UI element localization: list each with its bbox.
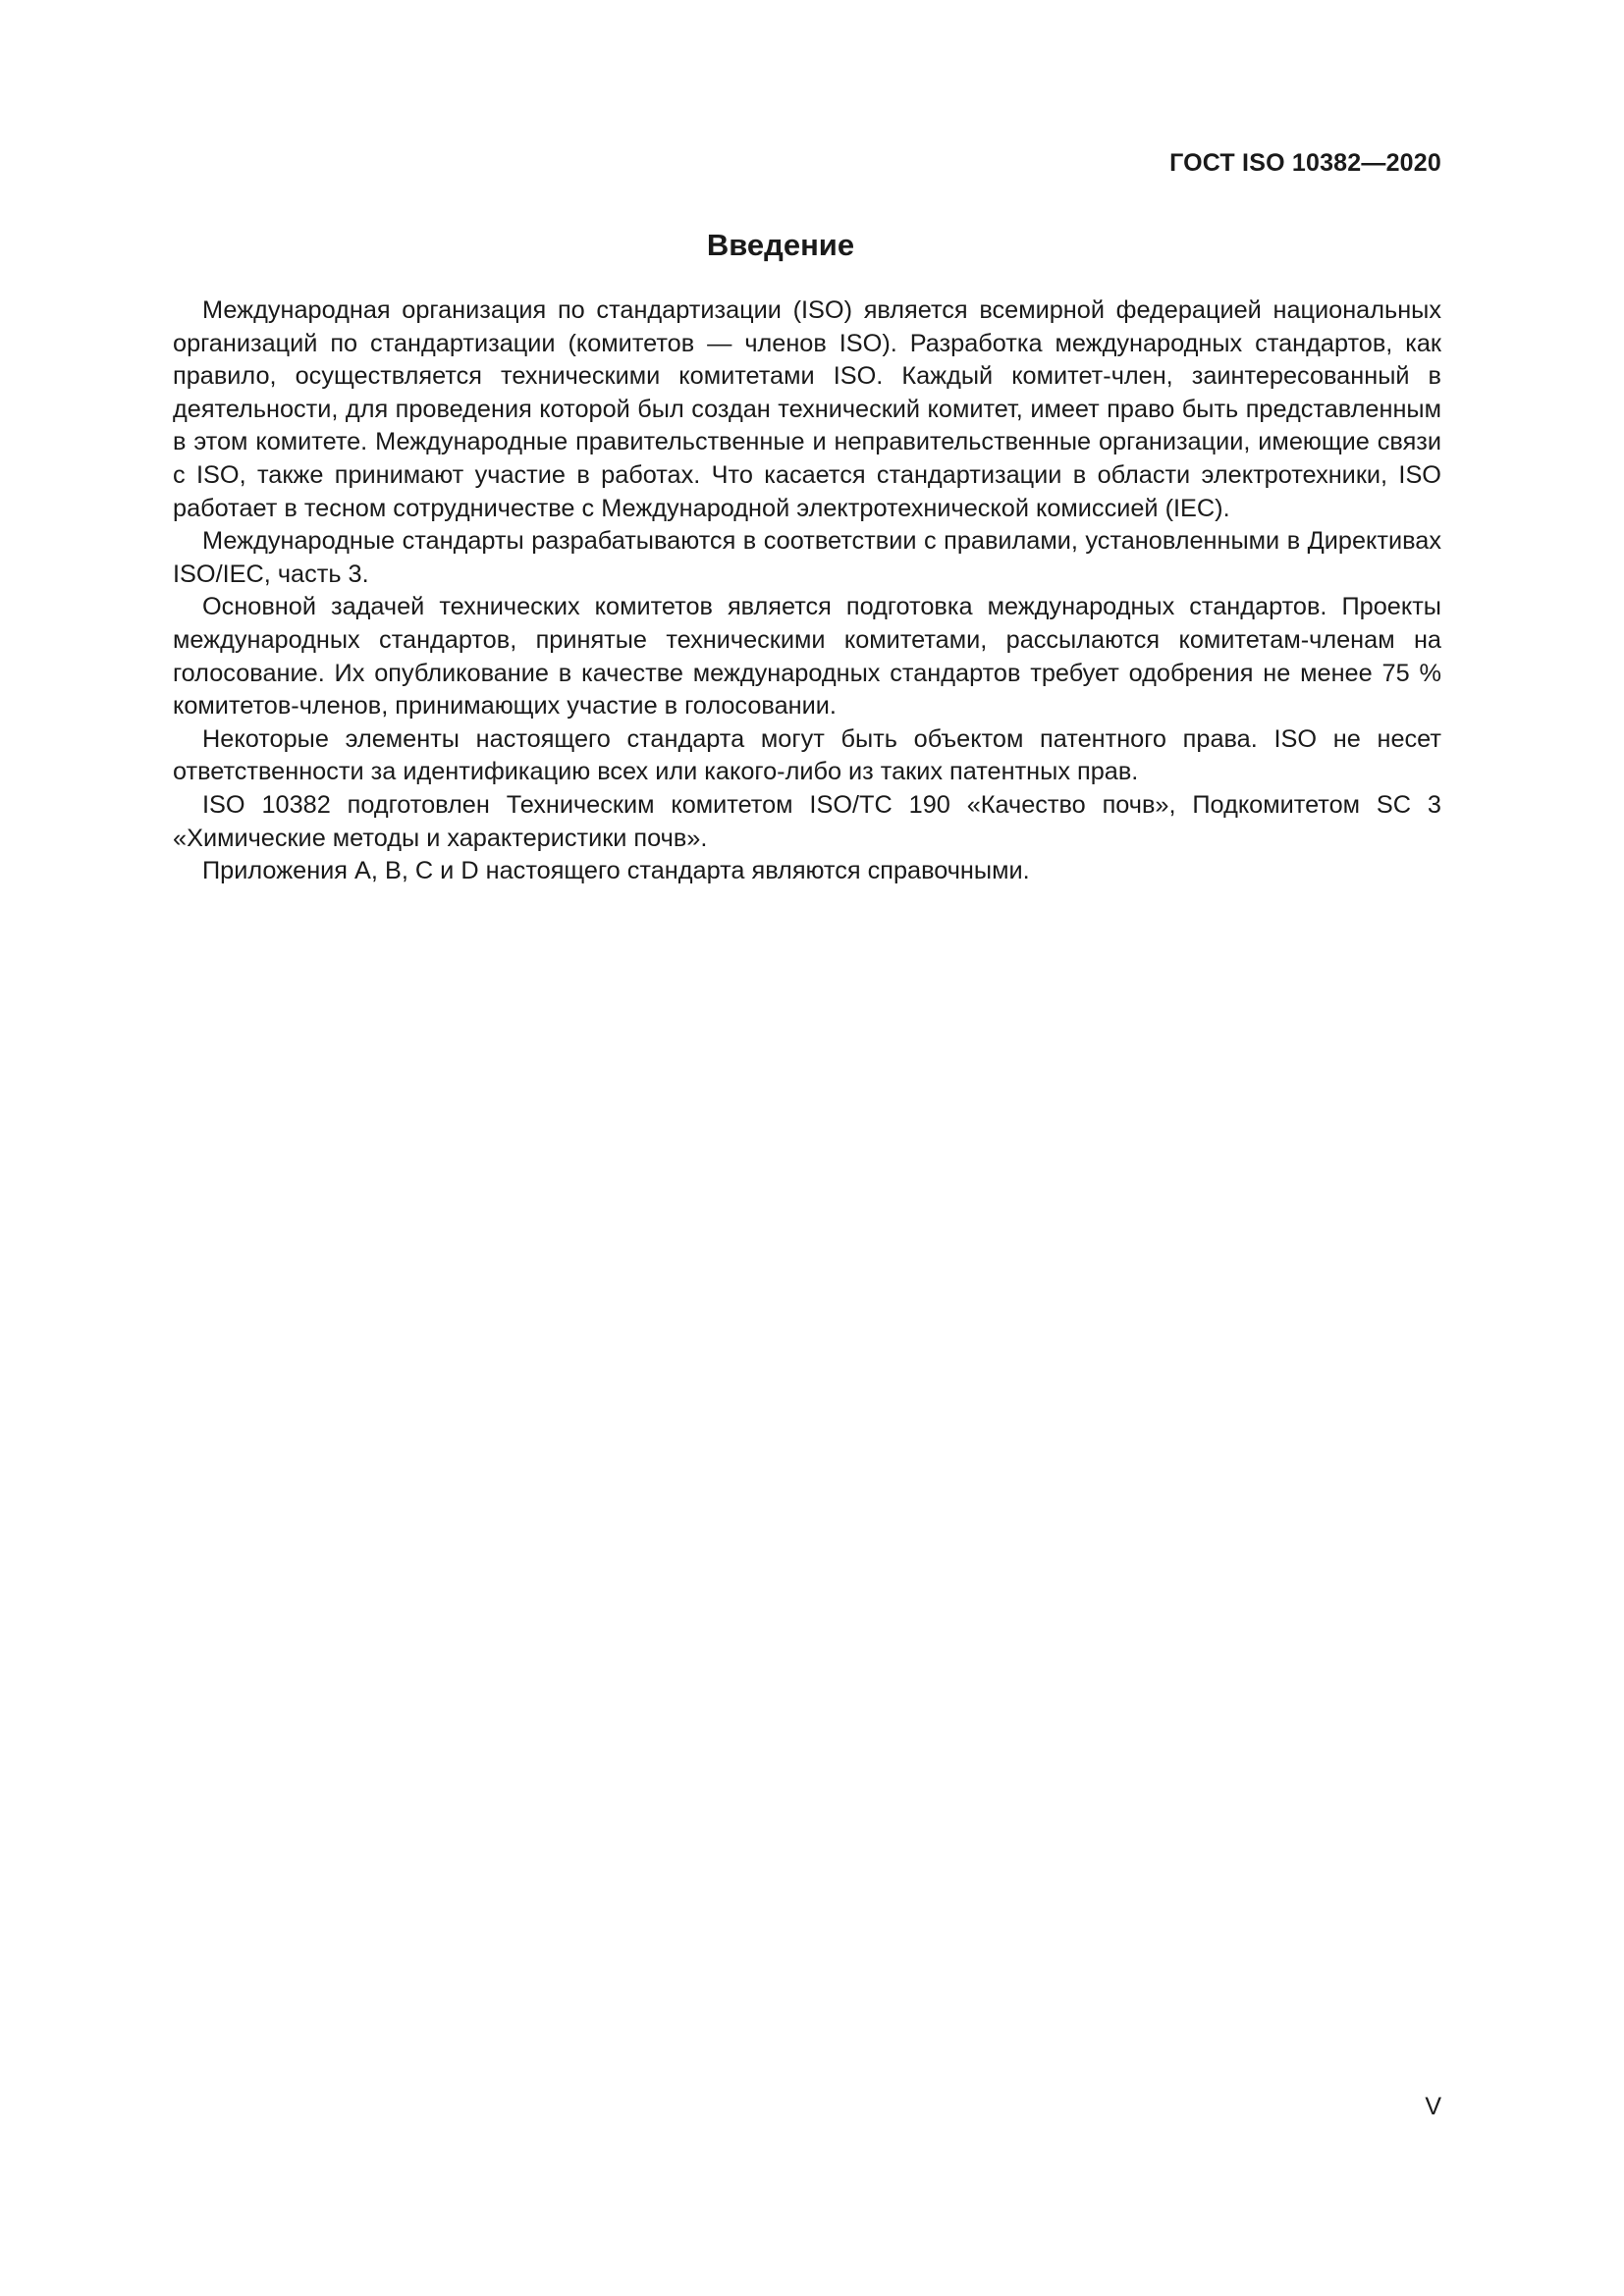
paragraph-annexes: Приложения А, В, С и D настоящего стандарта являются справочными. — [202, 857, 1030, 885]
page-number: V — [1425, 2093, 1441, 2120]
section-title: Введение — [706, 228, 855, 262]
paragraph-directives: Международные стандарты разрабатываются в соответствии с правилами, установленными в Директивах ISO/IEC, часть 3. — [173, 527, 1441, 588]
paragraph-prepared-by: ISO 10382 подготовлен Техническим комитетом ISO/TC 190 «Качество почв», Подкомитетом SC 3 «Химические методы и характеристики почв». — [173, 790, 1441, 852]
paragraph-technical-committees: Основной задачей технических комитетов является подготовка международных стандартов. Проекты международных стандартов, принятые техническими комитетами, рассылаются комитетам-членам на голосование. Их опубликование в качестве международных стандартов требует одобрения не менее 75 % комитетов-членов, принимающих участие в голосовании. — [173, 593, 1441, 721]
paragraph-iso-organization: Международная организация по стандартизации (ISO) является всемирной федерацией национальных организаций по стандартизации (комитетов — членов ISO). Разработка международных стандартов, как правило, осуществляется техническими комитетами ISO. Каждый комитет-член, заинтересованный в деятельности, для проведения которой был создан технический комитет, имеет право быть представленным в этом комитете. Международные правительственные и неправительственные организации, имеющие связи с ISO, также принимают участие в работах. Что касается стандартизации в области электротехники, ISO работает в тесном сотрудничестве с Международной электротехнической комиссией (IEC). — [173, 296, 1441, 522]
paragraph-patent-rights: Некоторые элементы настоящего стандарта могут быть объектом патентного права. ISO не несет ответственности за идентификацию всех или какого-либо из таких патентных прав. — [173, 724, 1441, 786]
document-code: ГОСТ ISO 10382—2020 — [1169, 149, 1441, 177]
body-text — [173, 294, 1441, 888]
